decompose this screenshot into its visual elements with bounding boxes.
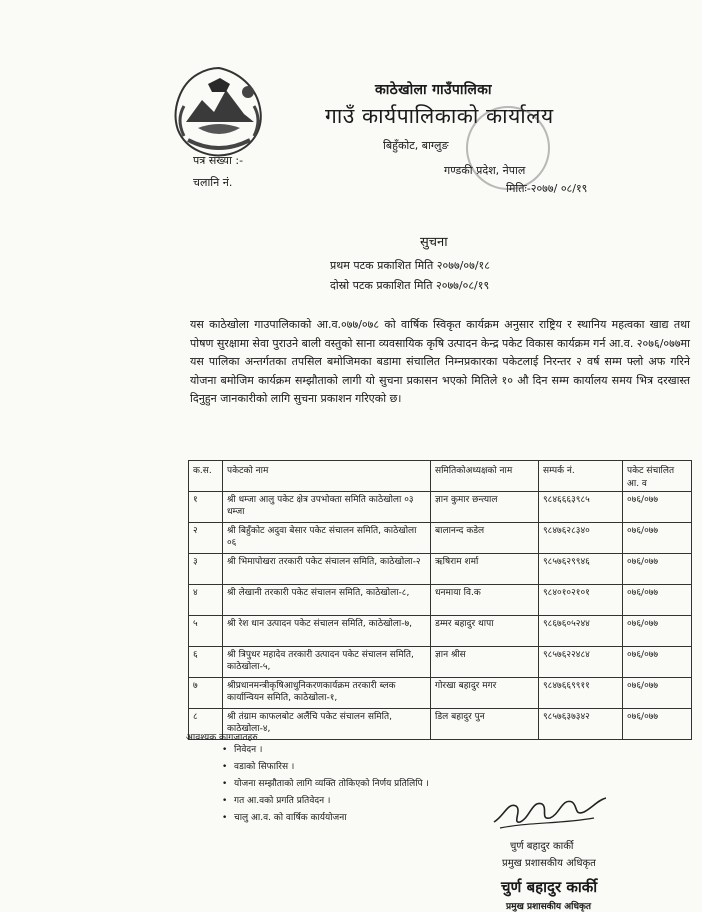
row-contact: ९८४७६६९९११ <box>539 678 623 709</box>
municipality-name: काठेखोला गाउँपालिका <box>375 82 492 98</box>
office-name: गाउँ कार्यपालिकाको कार्यालय <box>325 104 554 128</box>
row-fiscal-year: ०७६/०७७ <box>623 647 692 678</box>
list-item-text: चालु आ.व. को वार्षिक कार्ययोजना <box>234 813 347 823</box>
column-header-contact: सम्पर्क नं. <box>539 461 623 492</box>
row-contact: ९८५७६३७३४२ <box>539 709 623 740</box>
notice-body: यस काठेखोला गाउपालिकाको आ.व.०७७/०७८ को वार्षिक स्विकृत कार्यक्रम अनुसार राष्ट्रिय र स्थानिय महत्वका खाद्य तथा पोषण सुरक्षामा सेवा पुराउने बाली वस्तुको साना व्यवसायिक कृषि उत्पादन केन्द्र पकेट विकास कार्यक्रम गर्न आ.व. २०७६/०७७मा यस पालिका अन्तर्गतका तपसिल बमोजिमका बडामा संचालित निम्नप्रकारका पकेटलाई निरन्तर २ वर्ष सम्म फ्लो अफ गरिने योजना बमोजिम कार्यक्रम सम्झौताको लागी यो सुचना प्रकासन भएको मितिले १० औ दिन सम्म कार्यालय समय भित्र दरखास्त दिनुहुन जानकारीको लागि सुचना प्रकाशन गरिएको छ। <box>190 318 690 405</box>
row-pocket-name: श्री भिमापोखरा तरकारी पकेट संचालन समिति, काठेखोला-२ <box>223 554 431 585</box>
row-chairperson: ऋषिराम शर्मा <box>431 554 539 585</box>
column-header-pocket-name: पकेटको नाम <box>223 461 431 492</box>
province-name: गण्डकी प्रदेश, नेपाल <box>444 164 526 177</box>
row-contact: ९८५७६२२४८४ <box>539 647 623 678</box>
list-item <box>222 810 429 827</box>
list-item-text: वडाको सिफारिस । <box>234 762 295 772</box>
row-sn: ४ <box>189 585 223 616</box>
list-item-text: गत आ.वको प्रगति प्रतिवेदन । <box>234 796 331 806</box>
list-item <box>222 793 429 810</box>
signatory-name: चुर्ण बहादुर कार्की <box>510 841 574 852</box>
row-sn: ३ <box>189 554 223 585</box>
table-row <box>189 678 692 709</box>
table-row <box>189 709 692 740</box>
office-address: बिहुँकोट, बाग्लुङ <box>383 139 449 152</box>
signatory-title: प्रमुख प्रशासकीय अधिकृत <box>502 858 596 869</box>
dispatch-number-label: चलानि नं. <box>193 176 233 189</box>
table-row <box>189 647 692 678</box>
list-item <box>222 759 429 776</box>
row-pocket-name: श्रीप्रधानमन्त्रीकृषिआधुनिकरणकार्यक्रम तरकारी ब्लक कार्यान्वियन समिति, काठेखोला-१, <box>223 678 431 709</box>
row-fiscal-year: ०७६/०७७ <box>623 678 692 709</box>
row-sn: ८ <box>189 709 223 740</box>
row-fiscal-year: ०७६/०७७ <box>623 523 692 554</box>
row-pocket-name: श्री बिहुँकोट अदुवा बेसार पकेट संचालन समिति, काठेखोला ०६ <box>223 523 431 554</box>
bullet-icon: • <box>222 813 228 823</box>
letter-date: मितिः-२०७७/ ०८/१९ <box>506 182 588 195</box>
row-contact: ९८४६६६३९८५ <box>539 492 623 523</box>
bullet-icon: • <box>222 745 228 755</box>
row-chairperson: ज्ञान कुमार छन्त्याल <box>431 492 539 523</box>
list-item-text: योजना सम्झौताको लागि व्यक्ति तोकिएको निर्णय प्रतिलिपि । <box>234 779 429 789</box>
row-chairperson: डम्मर बहादुर थापा <box>431 616 539 647</box>
required-documents-title: आवश्यक कागजातहरु <box>186 733 258 743</box>
row-sn: ६ <box>189 647 223 678</box>
column-header-sn: क.स. <box>189 461 223 492</box>
row-pocket-name: श्री त्रिपुधर महादेव तरकारी उत्पादन पकेट संचालन समिति, काठेखोला-५, <box>223 647 431 678</box>
first-publication-date: प्रथम पटक प्रकाशित मिति २०७७/०७/१८ <box>330 259 490 272</box>
row-chairperson: बालानन्द कडेल <box>431 523 539 554</box>
row-pocket-name: श्री रेश धान उत्पादन पकेट संचालन समिति, काठेखोला-७, <box>223 616 431 647</box>
row-contact: ९८५७६२९९४६ <box>539 554 623 585</box>
handwritten-signature-icon <box>490 792 610 832</box>
row-pocket-name: श्री तंग्राम काफलबोट अलैंचि पकेट संचालन समिति, काठेखोला-४, <box>223 709 431 740</box>
table-row <box>189 616 692 647</box>
row-contact: ९८४०१०२१०१ <box>539 585 623 616</box>
table-header-row <box>189 461 692 492</box>
table-row <box>189 554 692 585</box>
column-header-chairperson: समितिकोअध्यक्षको नाम <box>431 461 539 492</box>
pocket-table <box>188 460 692 740</box>
row-sn: ५ <box>189 616 223 647</box>
row-sn: २ <box>189 523 223 554</box>
seal-signatory-name: चुर्ण बहादुर कार्की <box>501 878 598 896</box>
required-documents-list <box>222 742 429 827</box>
row-fiscal-year: ०७६/०७७ <box>623 492 692 523</box>
column-header-fiscal-year: पकेट संचालित आ. व <box>623 461 692 492</box>
row-sn: ७ <box>189 678 223 709</box>
row-fiscal-year: ०७६/०७७ <box>623 585 692 616</box>
table-row <box>189 523 692 554</box>
row-chairperson: ज्ञान श्रीस <box>431 647 539 678</box>
row-chairperson: धनमाया वि.क <box>431 585 539 616</box>
row-contact: ९८६७६०५२४४ <box>539 616 623 647</box>
row-chairperson: गोरखा बहादुर मगर <box>431 678 539 709</box>
bullet-icon: • <box>222 796 228 806</box>
notice-title: सुचना <box>420 235 448 250</box>
table-row <box>189 492 692 523</box>
office-stamp <box>466 106 550 190</box>
letter-number-label: पत्र संख्या :- <box>193 154 244 167</box>
row-pocket-name: श्री लेखानी तरकारी पकेट संचालन समिति, काठेखोला-८, <box>223 585 431 616</box>
row-contact: ९८४७६२८३४० <box>539 523 623 554</box>
bullet-icon: • <box>222 779 228 789</box>
row-sn: १ <box>189 492 223 523</box>
government-emblem-icon <box>168 62 270 160</box>
row-chairperson: डिल बहादुर पुन <box>431 709 539 740</box>
row-pocket-name: श्री धम्जा आलु पकेट क्षेत्र उपभोक्ता समिति काठेखोला ०३ धम्जा <box>223 492 431 523</box>
second-publication-date: दोस्रो पटक प्रकाशित मिति २०७७/०८/१९ <box>330 279 490 292</box>
table-row <box>189 585 692 616</box>
row-fiscal-year: ०७६/०७७ <box>623 616 692 647</box>
list-item <box>222 776 429 793</box>
list-item-text: निवेदन । <box>234 745 263 755</box>
list-item <box>222 742 429 759</box>
bullet-icon: • <box>222 762 228 772</box>
seal-signatory-title: प्रमुख प्रशासकीय अधिकृत <box>506 902 592 912</box>
row-fiscal-year: ०७६/०७७ <box>623 709 692 740</box>
row-fiscal-year: ०७६/०७७ <box>623 554 692 585</box>
